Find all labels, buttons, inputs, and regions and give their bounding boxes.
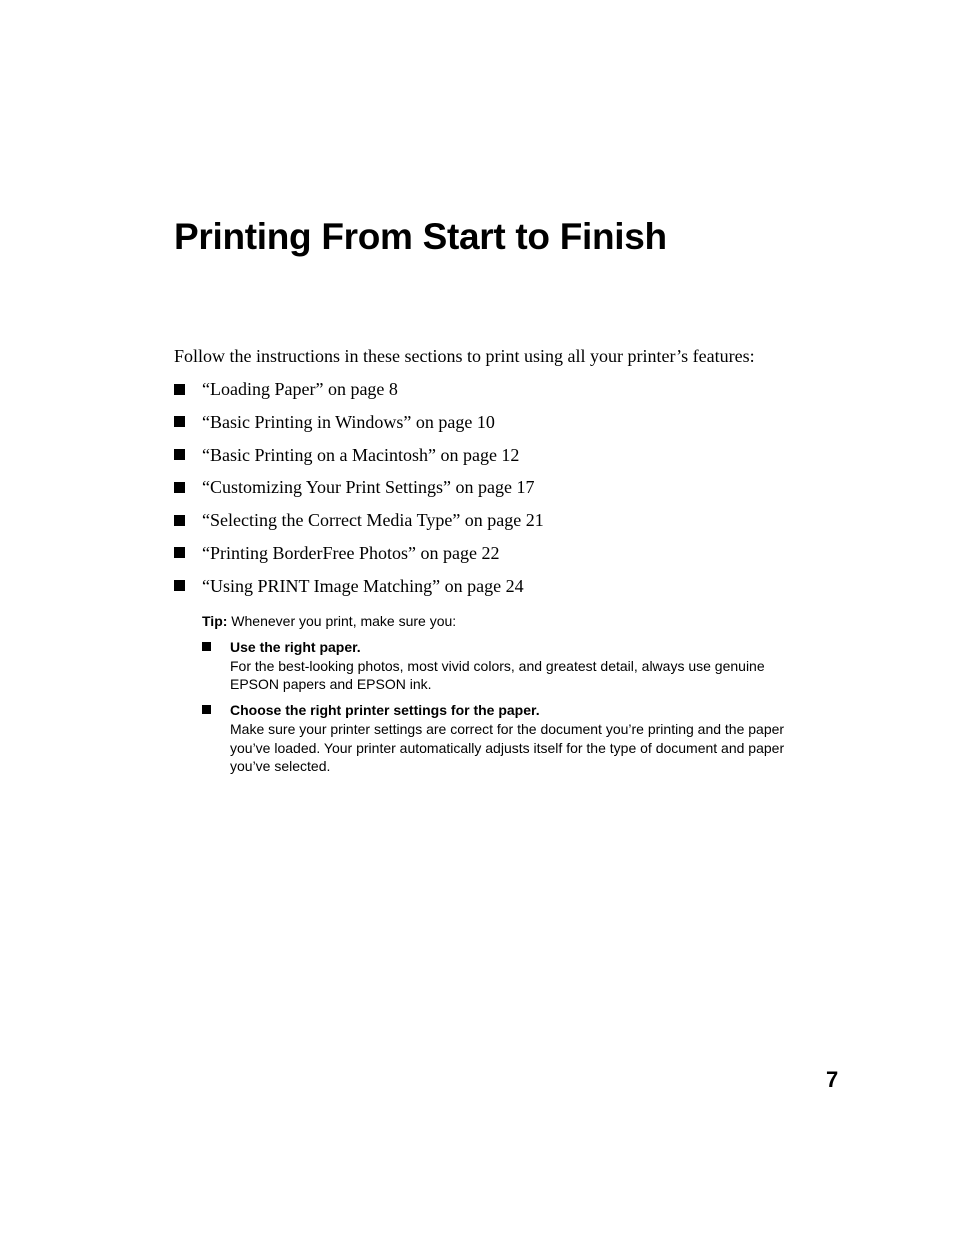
list-item[interactable] [174, 475, 544, 499]
square-bullet-icon [202, 642, 211, 651]
section-link-borderfree-photos[interactable]: “Printing BorderFree Photos” on page 22 [202, 542, 500, 563]
square-bullet-icon [174, 482, 185, 493]
section-link-basic-printing-macintosh[interactable]: “Basic Printing on a Macintosh” on page 12 [202, 444, 520, 465]
square-bullet-icon [174, 384, 185, 395]
square-bullet-icon [174, 449, 185, 460]
section-link-print-image-matching[interactable]: “Using PRINT Image Matching” on page 24 [202, 575, 524, 596]
tip-text: Whenever you print, make sure you: [227, 613, 457, 629]
square-bullet-icon [174, 580, 185, 591]
tip-item-body: For the best-looking photos, most vivid colors, and greatest detail, always use genuine EPSON papers and EPSON ink. [230, 657, 765, 693]
square-bullet-icon [174, 547, 185, 558]
tip-item-heading: Use the right paper. [230, 639, 361, 655]
tip-item-heading: Choose the right printer settings for the paper. [230, 702, 540, 719]
list-item[interactable] [174, 508, 544, 532]
tip-item [202, 638, 802, 694]
section-link-customizing-settings[interactable]: “Customizing Your Print Settings” on page 17 [202, 477, 535, 498]
list-item[interactable] [174, 541, 544, 565]
page-title: Printing From Start to Finish [174, 216, 667, 257]
tip-list [202, 638, 802, 783]
square-bullet-icon [174, 515, 185, 526]
tip-item-body: Make sure your printer settings are correct for the document you’re printing and the paper you’ve loaded. Your printer automatically adjusts itself for the type of document and paper you’ve selected. [230, 720, 785, 775]
intro-paragraph: Follow the instructions in these sections to print using all your printer’s features: [174, 346, 755, 366]
square-bullet-icon [202, 705, 211, 714]
tip-item [202, 701, 802, 776]
section-link-loading-paper[interactable]: “Loading Paper” on page 8 [202, 379, 398, 399]
section-link-list [174, 377, 544, 607]
section-link-media-type[interactable]: “Selecting the Correct Media Type” on page 21 [202, 510, 544, 531]
section-link-basic-printing-windows[interactable]: “Basic Printing in Windows” on page 10 [202, 411, 495, 432]
tip-label: Tip: [202, 613, 228, 629]
tip-line [202, 612, 456, 631]
list-item[interactable] [174, 377, 544, 401]
square-bullet-icon [174, 416, 185, 427]
list-item[interactable] [174, 443, 544, 467]
page-number: 7 [826, 1067, 839, 1092]
list-item[interactable] [174, 574, 544, 598]
list-item[interactable] [174, 410, 544, 434]
